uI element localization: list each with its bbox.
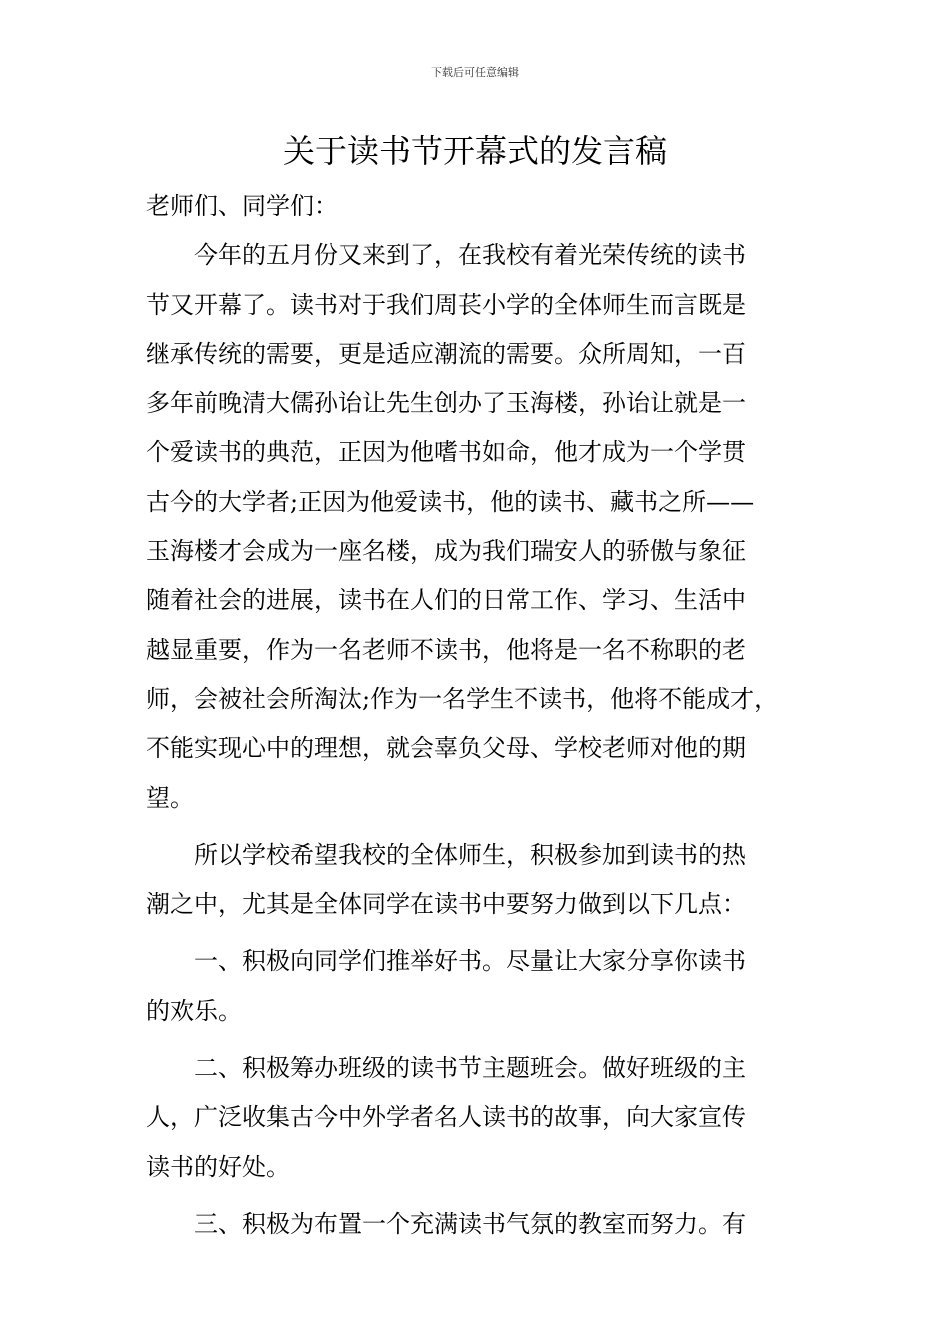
body-line: 所以学校希望我校的全体师生，积极参加到读书的热 bbox=[146, 840, 746, 869]
list-item-line: 三、积极为布置一个充满读书气氛的教室而努力。有 bbox=[146, 1209, 746, 1238]
list-item-line: 读书的好处。 bbox=[146, 1152, 290, 1181]
salutation-line: 老师们、同学们： bbox=[146, 192, 338, 220]
body-line: 继承传统的需要，更是适应潮流的需要。众所周知，一百 bbox=[146, 339, 746, 368]
body-line: 越显重要，作为一名老师不读书，他将是一名不称职的老 bbox=[146, 635, 746, 664]
body-line: 随着社会的进展，读书在人们的日常工作、学习、生活中 bbox=[146, 586, 746, 615]
list-item-line: 的欢乐。 bbox=[146, 996, 242, 1025]
list-item-line: 人，广泛收集古今中外学者名人读书的故事，向大家宣传 bbox=[146, 1103, 746, 1132]
body-line: 节又开幕了。读书对于我们周苌小学的全体师生而言既是 bbox=[146, 290, 746, 319]
body-line: 潮之中，尤其是全体同学在读书中要努力做到以下几点： bbox=[146, 890, 746, 919]
body-line: 今年的五月份又来到了，在我校有着光荣传统的读书 bbox=[146, 241, 746, 270]
body-line: 多年前晚清大儒孙诒让先生创办了玉海楼，孙诒让就是一 bbox=[146, 389, 746, 418]
body-line: 师，会被社会所淘汰;作为一名学生不读书，他将不能成才， bbox=[146, 684, 779, 713]
page-header-note: 下载后可任意编辑 bbox=[431, 66, 519, 79]
body-line: 玉海楼才会成为一座名楼，成为我们瑞安人的骄傲与象征 bbox=[146, 537, 746, 566]
list-item-line: 二、积极筹办班级的读书节主题班会。做好班级的主 bbox=[146, 1054, 746, 1083]
body-line: 个爱读书的典范，正因为他嗜书如命，他才成为一个学贯 bbox=[146, 438, 746, 467]
body-line: 古今的大学者;正因为他爱读书，他的读书、藏书之所—— bbox=[146, 487, 755, 516]
body-line: 不能实现心中的理想，就会辜负父母、学校老师对他的期 bbox=[146, 734, 746, 763]
document-body bbox=[146, 182, 846, 1249]
body-line: 望。 bbox=[146, 783, 194, 812]
document-title: 关于读书节开幕式的发言稿 bbox=[282, 132, 667, 170]
list-item-line: 一、积极向同学们推举好书。尽量让大家分享你读书 bbox=[146, 947, 746, 976]
